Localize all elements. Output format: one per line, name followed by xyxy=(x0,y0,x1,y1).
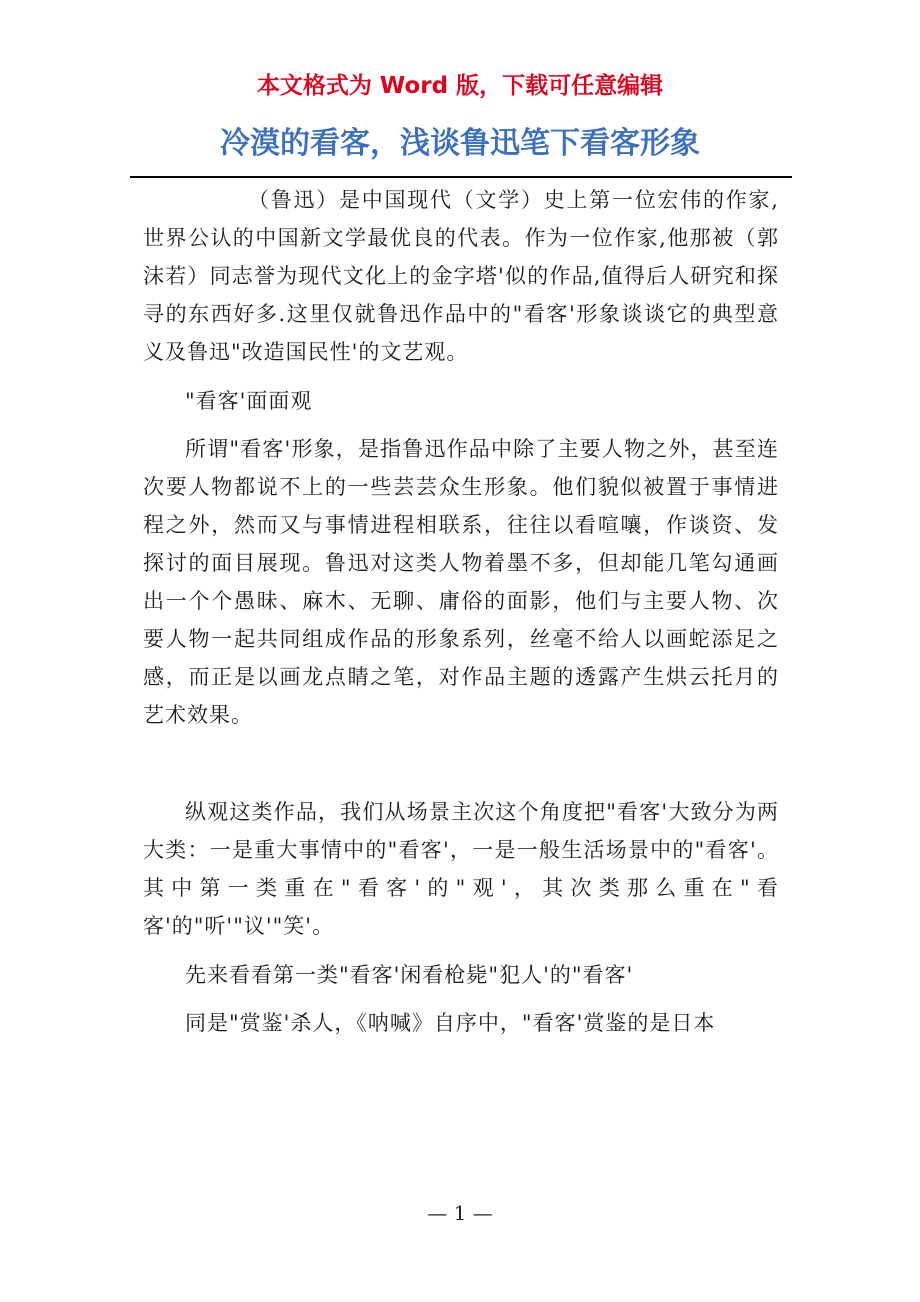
paragraph: 所谓"看客'形象，是指鲁迅作品中除了主要人物之外，甚至连次要人物都说不上的一些芸芸众生形象。他们貌似被置于事情进程之外，然而又与事情进程相联系，往往以看喧嚷，作谈资、发探讨的面目展现。鲁迅对这类人物着墨不多，但却能几笔勾通画出一个个愚昧、麻木、无聊、庸俗的面影，他们与主要人物、次要人物一起共同组成作品的形象系列，丝毫不给人以画蛇添足之感，而正是以画龙点睛之笔，对作品主题的透露产生烘云托月的艺术效果。 xyxy=(143,437,779,727)
paragraph: 纵观这类作品，我们从场景主次这个角度把"看客'大致分为两大类：一是重大事情中的"看客'，一是一般生活场景中的"看客'。其中第一类重在"看客'的"观'，其次类那么重在"看客'的"听'"议'"笑'。 xyxy=(143,800,779,938)
paragraph: （鲁迅）是中国现代（文学）史上第一位宏伟的作家,世界公认的中国新文学最优良的代表。作为一位作家,他那被（郭沫若）同志誉为现代文化上的金字塔'似的作品,值得后人研究和探寻的东西好多.这里仅就鲁迅作品中的"看客'形象谈谈它的典型意义及鲁迅"改造国民性'的文艺观。 xyxy=(143,188,779,364)
title-divider xyxy=(130,176,792,178)
page-number: — 1 — xyxy=(427,1201,493,1225)
paragraph: 先来看看第一类"看客'闲看枪毙"犯人'的"看客' xyxy=(185,962,634,987)
paragraph: 同是"赏鉴'杀人，《呐喊》自序中，"看客'赏鉴的是日本 xyxy=(185,1011,716,1035)
document-body xyxy=(143,181,779,1053)
section-heading: "看客'面面观 xyxy=(185,388,313,413)
download-banner: 本文格式为 Word 版，下载可任意编辑 xyxy=(256,73,664,99)
document-title: 冷漠的看客，浅谈鲁迅笔下看客形象 xyxy=(220,126,700,161)
